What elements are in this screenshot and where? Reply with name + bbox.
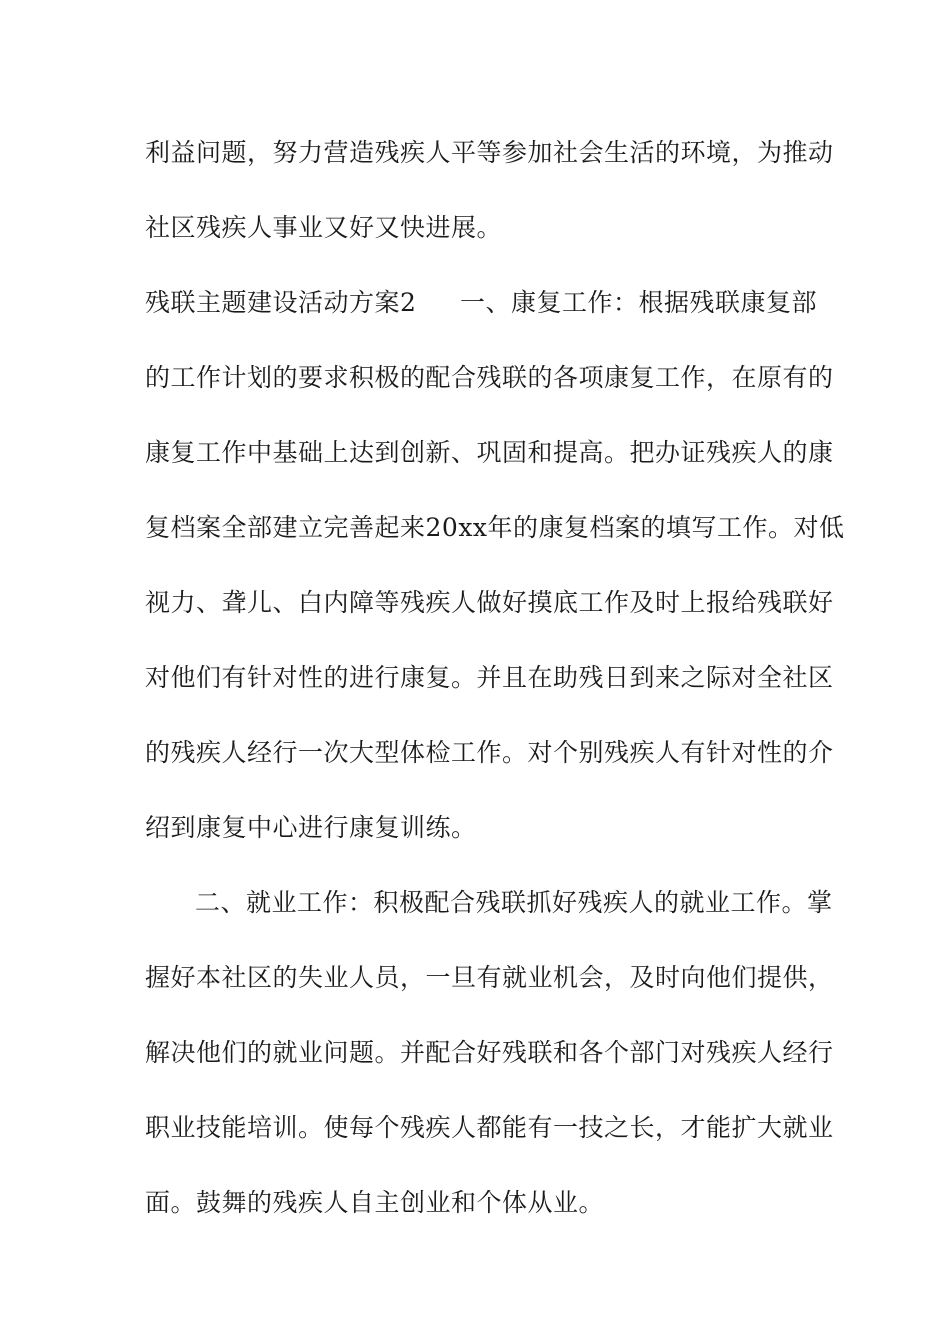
section-title: 残联主题建设活动方案2 [145,288,417,317]
paragraph-line: 的残疾人经行一次大型体检工作。对个别残疾人有针对性的介 [145,738,834,767]
paragraph-line: 社区残疾人事业又好又快进展。 [145,213,503,242]
paragraph-line: 康复工作中基础上达到创新、巩固和提高。把办证残疾人的康 [145,438,834,467]
paragraph-line: 解决他们的就业问题。并配合好残联和各个部门对残疾人经行 [145,1038,834,1067]
paragraph-line: 握好本社区的失业人员，一旦有就业机会，及时向他们提供， [145,963,834,992]
paragraph-line: 对他们有针对性的进行康复。并且在助残日到来之际对全社区 [145,663,834,692]
paragraph-line-indented: 二、就业工作：积极配合残联抓好残疾人的就业工作。掌 [195,888,833,917]
section-heading-line [145,287,818,319]
paragraph-line: 视力、聋儿、白内障等残疾人做好摸底工作及时上报给残联好 [145,588,834,617]
paragraph-line: 利益问题，努力营造残疾人平等参加社会生活的环境，为推动 [145,138,834,167]
paragraph-line: 职业技能培训。使每个残疾人都能有一技之长，才能扩大就业 [145,1113,834,1142]
paragraph-line: 复档案全部建立完善起来20xx年的康复档案的填写工作。对低 [145,513,845,542]
paragraph-line: 面。鼓舞的残疾人自主创业和个体从业。 [145,1188,605,1217]
paragraph-line: 绍到康复中心进行康复训练。 [145,813,477,842]
section-first-line-text: 一、康复工作：根据残联康复部 [460,288,818,317]
paragraph-line: 的工作计划的要求积极的配合残联的各项康复工作，在原有的 [145,363,834,392]
